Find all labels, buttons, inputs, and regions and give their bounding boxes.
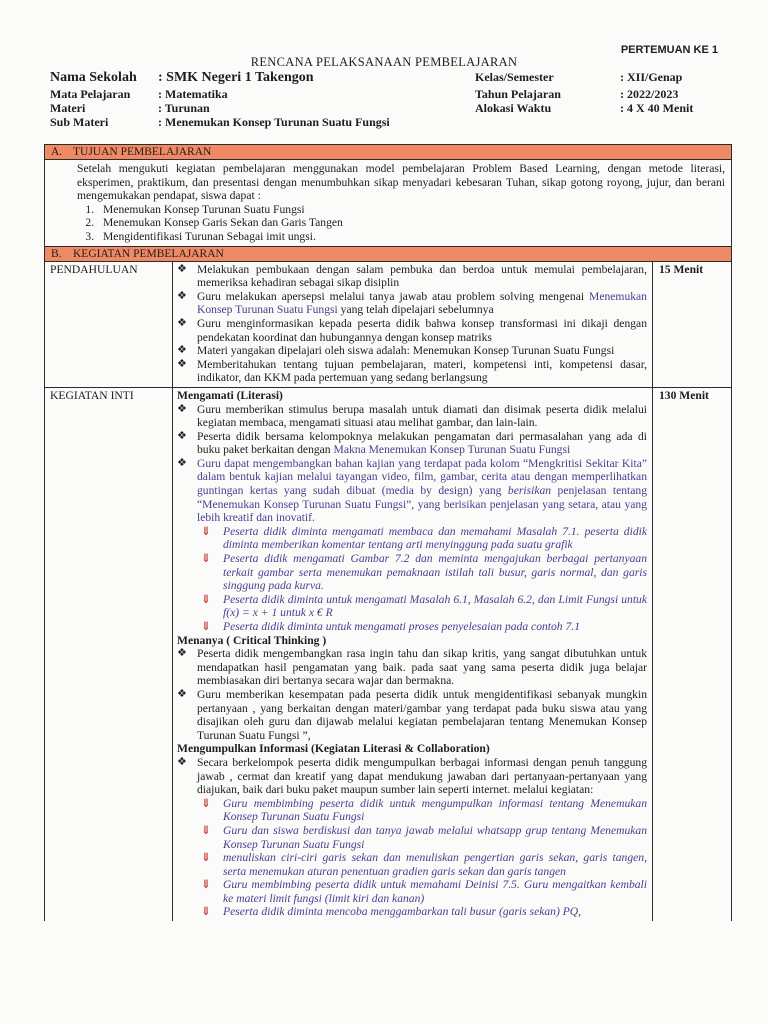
info-key: Mata Pelajaran: [50, 87, 131, 101]
sub-item: ⇓ Peserta didik diminta untuk mengamati Masalah 6.1, Masalah 6.2, dan Limit Fungsi untuk f(x) = x + 1 untuk x € R: [177, 593, 647, 620]
activity-content: [173, 388, 653, 921]
list-item: ❖ Guru menginformasikan kepada peserta didik bahwa konsep transformasi ini dikaji dengan pendekatan koordinat dan hubungannya dengan konsep matriks: [177, 317, 647, 344]
list-item: [177, 457, 647, 525]
info-value: : XII/Genap: [620, 70, 683, 84]
document-title: RENCANA PELAKSANAAN PEMBELAJARAN: [250, 55, 518, 69]
subsection-heading: Mengamati (Literasi): [177, 388, 283, 402]
list-item: ❖ Melakukan pembukaan dengan salam pembuka dan berdoa untuk memulai pembelajaran, memeriksa kehadiran sebagai sikap disiplin: [177, 263, 647, 290]
list-item: 1. Menemukan Konsep Turunan Suatu Fungsi: [97, 203, 725, 217]
info-key: Alokasi Waktu: [475, 101, 552, 115]
section-letter: A.: [51, 146, 63, 158]
section-a-header: [45, 145, 731, 160]
learning-objectives: [45, 160, 731, 247]
activity-time: 130 Menit: [659, 388, 709, 402]
meeting-number: PERTEMUAN KE 1: [620, 44, 718, 56]
sub-item: ⇓ Guru membimbing peserta didik untuk memahami Deinisi 7.5. Guru mengaitkan kembali ke materi limit fungsi (limit kiri dan kanan): [177, 878, 647, 905]
sub-item: ⇓ Peserta didik diminta untuk mengamati proses penyelesaian pada contoh 7.1: [177, 620, 647, 634]
item-text: Guru dapat mengembangkan bahan kajian yang terdapat pada kolom “Mengkritisi Sekitar Kita” dalam bentuk kajian melalui tayangan video, film, gambar, cerita atau dengan memperlihatkan guntingan kertas yang sudah dibuat (media by design) yang: [197, 456, 647, 498]
info-value: : Menemukan Konsep Turunan Suatu Fungsi: [158, 115, 390, 129]
subsection-heading: Mengumpulkan Informasi (Kegiatan Literasi & Collaboration): [177, 742, 490, 756]
sub-item: ⇓ Peserta didik diminta mengamati membaca dan memahami Masalah 7.1. peserta didik diminta memberikan komentar tentang arti menyinggung pada suatu grafik: [177, 525, 647, 552]
info-value: : Matematika: [158, 87, 228, 101]
item-text: yang telah dipelajari sebelumnya: [340, 303, 494, 317]
pendahuluan-row: [45, 262, 731, 388]
objectives-intro: Setelah mengukuti kegiatan pembelajaran menggunakan model pembelajaran Problem Based Learning, dengan metode literasi, eksperimen, praktikum, dan presentasi dengan menumbuhkan sikap menyadari kebesaran Tuhan, sikap gotong royong, jujur, dan berani mengemukakan pendapat, siswa dapat :: [77, 162, 725, 203]
list-item: [177, 430, 647, 457]
list-item: ❖ Guru memberikan stimulus berupa masalah untuk diamati dan disimak peserta didik melalui kegiatan membaca, mengamati situasi atau melihat gambar, dan lain-lain.: [177, 403, 647, 430]
header-info: [50, 70, 730, 129]
info-key: Materi: [50, 101, 86, 115]
item-text: Peserta didik bersama kelompoknya melakukan pengamatan dari permasalahan yang ada di buku paket berkaitan dengan: [197, 429, 647, 457]
list-item: ❖ Guru memberikan kesempatan pada peserta didik untuk mengidentifikasi sebanyak mungkin pertanyaan , yang berkaitan dengan materi/gambar yang terdapat pada buku siswa atau yang disajikan oleh guru dan dijawab melalui kegiatan pembelajaran tentang Menemukan Konsep Turunan Suatu Fungsi ”,: [177, 688, 647, 742]
rpp-table: [44, 144, 732, 921]
item-highlight: Menemukan Konsep Turunan Suatu Fungsi: [197, 289, 647, 317]
section-b-header: [45, 247, 731, 262]
info-value: : 4 X 40 Menit: [620, 101, 694, 115]
sub-item: ⇓ Guru dan siswa berdiskusi dan tanya jawab melalui whatsapp grup tentang Menemukan Konsep Turunan Suatu Fungsi: [177, 824, 647, 851]
activity-time: 15 Menit: [659, 262, 704, 276]
activity-label: KEGIATAN INTI: [45, 388, 173, 921]
subsection-heading: Menanya ( Critical Thinking ): [177, 633, 327, 647]
objectives-list: [77, 203, 725, 244]
info-row: [50, 101, 730, 115]
info-row: [50, 70, 730, 87]
section-letter: B.: [51, 247, 62, 260]
item-text: Guru melakukan apersepsi melalui tanya jawab atau problem solving mengenai: [197, 289, 585, 303]
item-highlight: Makna Menemukan Konsep Turunan Suatu Fungsi: [333, 443, 571, 457]
sub-item: ⇓ Peserta didik diminta mencoba menggambarkan tali busur (garis sekan) PQ,: [177, 905, 647, 919]
list-item: [177, 290, 647, 317]
info-row: [50, 87, 730, 101]
info-value: : SMK Negeri 1 Takengon: [158, 70, 314, 85]
info-value: : Turunan: [158, 101, 210, 115]
sub-item: ⇓ menuliskan ciri-ciri garis sekan dan menuliskan pengertian garis sekan, garis tangen, serta menemukan aturan penentuan gradien garis sekan dan garis tangen: [177, 851, 647, 878]
activity-content: [173, 262, 653, 387]
list-item: ❖ Memberitahukan tentang tujuan pembelajaran, materi, kompetensi inti, kompetensi dasar, indikator, dan KKM pada pertemuan yang sedang berlangsung: [177, 358, 647, 385]
info-row: [50, 115, 730, 129]
info-key: Sub Materi: [50, 115, 109, 129]
info-key: Kelas/Semester: [475, 70, 554, 84]
sub-item: ⇓ Peserta didik mengamati Gambar 7.2 dan meminta mengajukan berbagai pertanyaan terkait gambar serta menemukan pemaknaan istilah tali busur, garis normal, dan garis singgung pada kurva.: [177, 552, 647, 593]
item-text: penjelasan tentang “Menemukan Konsep Turunan Suatu Fungsi”, yang berisikan penjelasan yang setara, atau yang lebih kreatif dan inovatif.: [197, 484, 647, 525]
sub-item: ⇓ Guru membimbing peserta didik untuk mengumpulkan informasi tentang Menemukan Konsep Turunan Suatu Fungsi: [177, 797, 647, 824]
info-key: Tahun Pelajaran: [475, 87, 561, 101]
kegiatan-inti-row: [45, 388, 731, 921]
list-item: 2. Menemukan Konsep Garis Sekan dan Garis Tangen: [97, 216, 725, 230]
list-item: ❖ Materi yangakan dipelajari oleh siswa adalah: Menemukan Konsep Turunan Suatu Fungsi: [177, 344, 647, 358]
section-title: TUJUAN PEMBELAJARAN: [73, 146, 212, 158]
item-text: berisikan: [507, 484, 552, 498]
list-item: ❖ Secara berkelompok peserta didik mengumpulkan berbagai informasi dengan penuh tanggung jawab , cermat dan kreatif yang dapat mendukung jawaban dari pertanyaan-pertanyaan yang diajukan, baik dari buku paket maupun sumber lain seperti internet. melalui kegiatan:: [177, 756, 647, 797]
section-title: KEGIATAN PEMBELAJARAN: [73, 247, 224, 260]
info-key: Nama Sekolah: [50, 70, 137, 85]
list-item: 3. Mengidentifikasi Turunan Sebagai imit ungsi.: [97, 230, 725, 244]
activity-label: PENDAHULUAN: [45, 262, 173, 387]
list-item: ❖ Peserta didik mengembangkan rasa ingin tahu dan sikap kritis, yang sangat dibutuhkan untuk mendapatkan hasil pengamatan yang baik. pada saat yang sama peserta didik juga belajar membiasakan diri bertanya secara wajar dan bermakna.: [177, 647, 647, 688]
info-value: : 2022/2023: [620, 87, 679, 101]
